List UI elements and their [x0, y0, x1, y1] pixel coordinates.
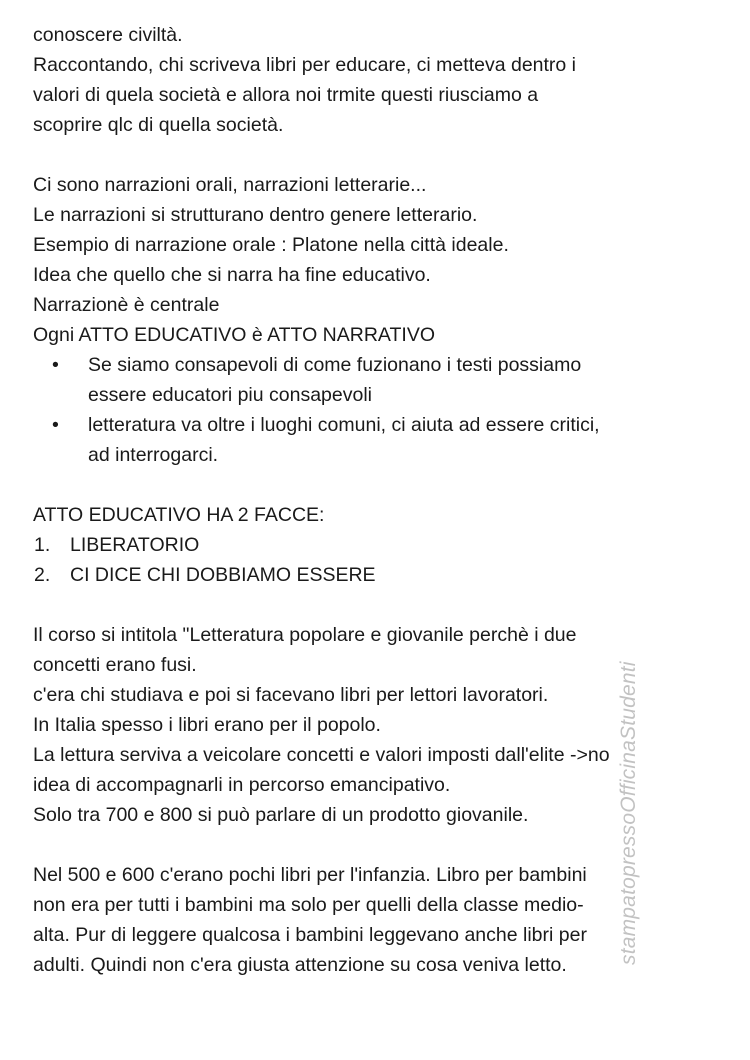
section-heading: ATTO EDUCATIVO HA 2 FACCE:	[33, 504, 325, 526]
text-line: scoprire qlc di quella società.	[33, 114, 284, 136]
text-line: concetti erano fusi.	[33, 654, 197, 676]
item-number: 2.	[34, 564, 51, 586]
text-line: c'era chi studiava e poi si facevano libri per lettori lavoratori.	[33, 684, 549, 706]
text-line: non era per tutti i bambini ma solo per quelli della classe medio-	[33, 894, 584, 916]
text-line: Le narrazioni si strutturano dentro genere letterario.	[33, 204, 478, 226]
text-line: In Italia spesso i libri erano per il popolo.	[33, 714, 381, 736]
text-line: Il corso si intitola "Letteratura popolare e giovanile perchè i due	[33, 624, 577, 646]
paragraph-intro	[33, 20, 723, 50]
bullet-item	[33, 350, 723, 410]
bullet-icon: •	[52, 414, 59, 436]
text-line: ad interrogarci.	[88, 444, 219, 466]
text-line: conoscere civiltà.	[33, 24, 183, 46]
paragraph-atto-educativo	[33, 500, 723, 590]
bullet-item	[33, 410, 723, 470]
text-line: Ogni ATTO EDUCATIVO è ATTO NARRATIVO	[33, 324, 435, 346]
text-line: Ci sono narrazioni orali, narrazioni letterarie...	[33, 174, 427, 196]
numbered-item	[33, 530, 723, 560]
text-line: Se siamo consapevoli di come fuzionano i testi possiamo	[88, 354, 582, 376]
text-line: letteratura va oltre i luoghi comuni, ci aiuta ad essere critici,	[88, 414, 600, 436]
text-line: adulti. Quindi non c'era giusta attenzione su cosa veniva letto.	[33, 954, 567, 976]
text-line: La lettura serviva a veicolare concetti e valori imposti dall'elite ->no	[33, 744, 610, 766]
text-line: Esempio di narrazione orale : Platone nella città ideale.	[33, 234, 509, 256]
numbered-item	[33, 560, 723, 590]
text-line: essere educatori piu consapevoli	[88, 384, 373, 406]
paragraph-spacer	[33, 140, 723, 170]
text-line: alta. Pur di leggere qualcosa i bambini leggevano anche libri per	[33, 924, 587, 946]
item-text: CI DICE CHI DOBBIAMO ESSERE	[70, 564, 376, 586]
text-line: idea di accompagnarli in percorso emancipativo.	[33, 774, 451, 796]
text-line: valori di quela società e allora noi trmite questi riusciamo a	[33, 84, 539, 106]
text-line: Nel 500 e 600 c'erano pochi libri per l'infanzia. Libro per bambini	[33, 864, 587, 886]
paragraph-raccontando	[33, 50, 723, 140]
text-line: Idea che quello che si narra ha fine educativo.	[33, 264, 431, 286]
item-number: 1.	[34, 534, 51, 556]
paragraph-narrazioni	[33, 170, 723, 350]
watermark: stampatopressoOfficinaStudenti	[617, 661, 640, 965]
text-line: Solo tra 700 e 800 si può parlare di un prodotto giovanile.	[33, 804, 529, 826]
bullet-icon: •	[52, 354, 59, 376]
text-line: Narrazionè è centrale	[33, 294, 220, 316]
paragraph-spacer	[33, 470, 723, 500]
numbered-list	[33, 530, 723, 590]
text-line: Raccontando, chi scriveva libri per educare, ci metteva dentro i	[33, 54, 577, 76]
paragraph-spacer	[33, 590, 723, 620]
bullet-list	[33, 350, 723, 470]
item-text: LIBERATORIO	[70, 534, 200, 556]
